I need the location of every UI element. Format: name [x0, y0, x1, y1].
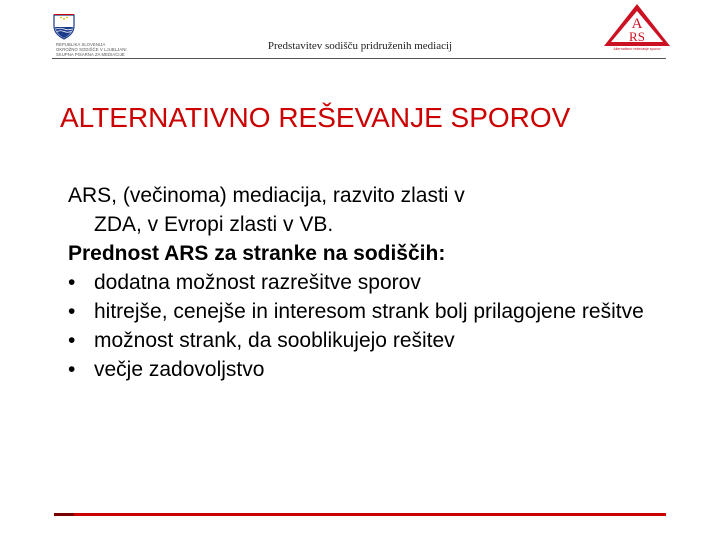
list-item: [68, 355, 668, 384]
list-item: [68, 268, 668, 297]
slide-body: [68, 181, 668, 384]
list-item: [68, 297, 668, 326]
list-item-text: možnost strank, da sooblikujejo rešitev: [94, 329, 455, 352]
list-item-text: večje zadovoljstvo: [94, 358, 265, 381]
ars-logo: [600, 2, 674, 58]
slide-title: ALTERNATIVNO REŠEVANJE SPOROV: [60, 102, 571, 133]
bullet-icon: •: [68, 271, 76, 294]
intro-line: ZDA, v Evropi zlasti v VB.: [94, 213, 334, 236]
header-divider: [52, 58, 666, 59]
list-item-text: hitrejše, cenejše in interesom strank bolj prilagojene rešitve: [94, 300, 644, 323]
intro-paragraph: [68, 181, 668, 239]
court-logo: [52, 14, 142, 60]
bullet-list: [68, 268, 668, 384]
court-name-line: OKROŽNO SODIŠČE V LJUBLJANI: [56, 47, 127, 52]
subheading: Prednost ARS za stranke na sodiščih:: [68, 242, 446, 265]
ars-logo-letter-a: A: [631, 16, 643, 32]
court-name-line: REPUBLIKA SLOVENIJA: [56, 42, 106, 47]
ars-logo-letters-rs: RS: [629, 29, 645, 44]
bullet-icon: •: [68, 329, 76, 352]
header-subtitle: Predstavitev sodišču pridruženih mediacij: [267, 40, 453, 52]
list-item-text: dodatna možnost razrešitve sporov: [94, 271, 421, 294]
footer-divider-accent: [54, 513, 74, 516]
coat-of-arms-icon: [52, 14, 76, 40]
footer-divider: [54, 513, 666, 516]
court-name: [56, 42, 140, 57]
court-name-line: SKUPNA PISARNA ZA MEDIACIJE: [56, 52, 125, 57]
list-item: [68, 326, 668, 355]
intro-line: ARS, (večinoma) mediacija, razvito zlasti v: [68, 184, 465, 207]
bullet-icon: •: [68, 358, 76, 381]
ars-logo-caption: Alternativno reševanje sporov: [613, 47, 661, 51]
ars-triangle-icon: [600, 2, 674, 48]
bullet-icon: •: [68, 300, 76, 323]
